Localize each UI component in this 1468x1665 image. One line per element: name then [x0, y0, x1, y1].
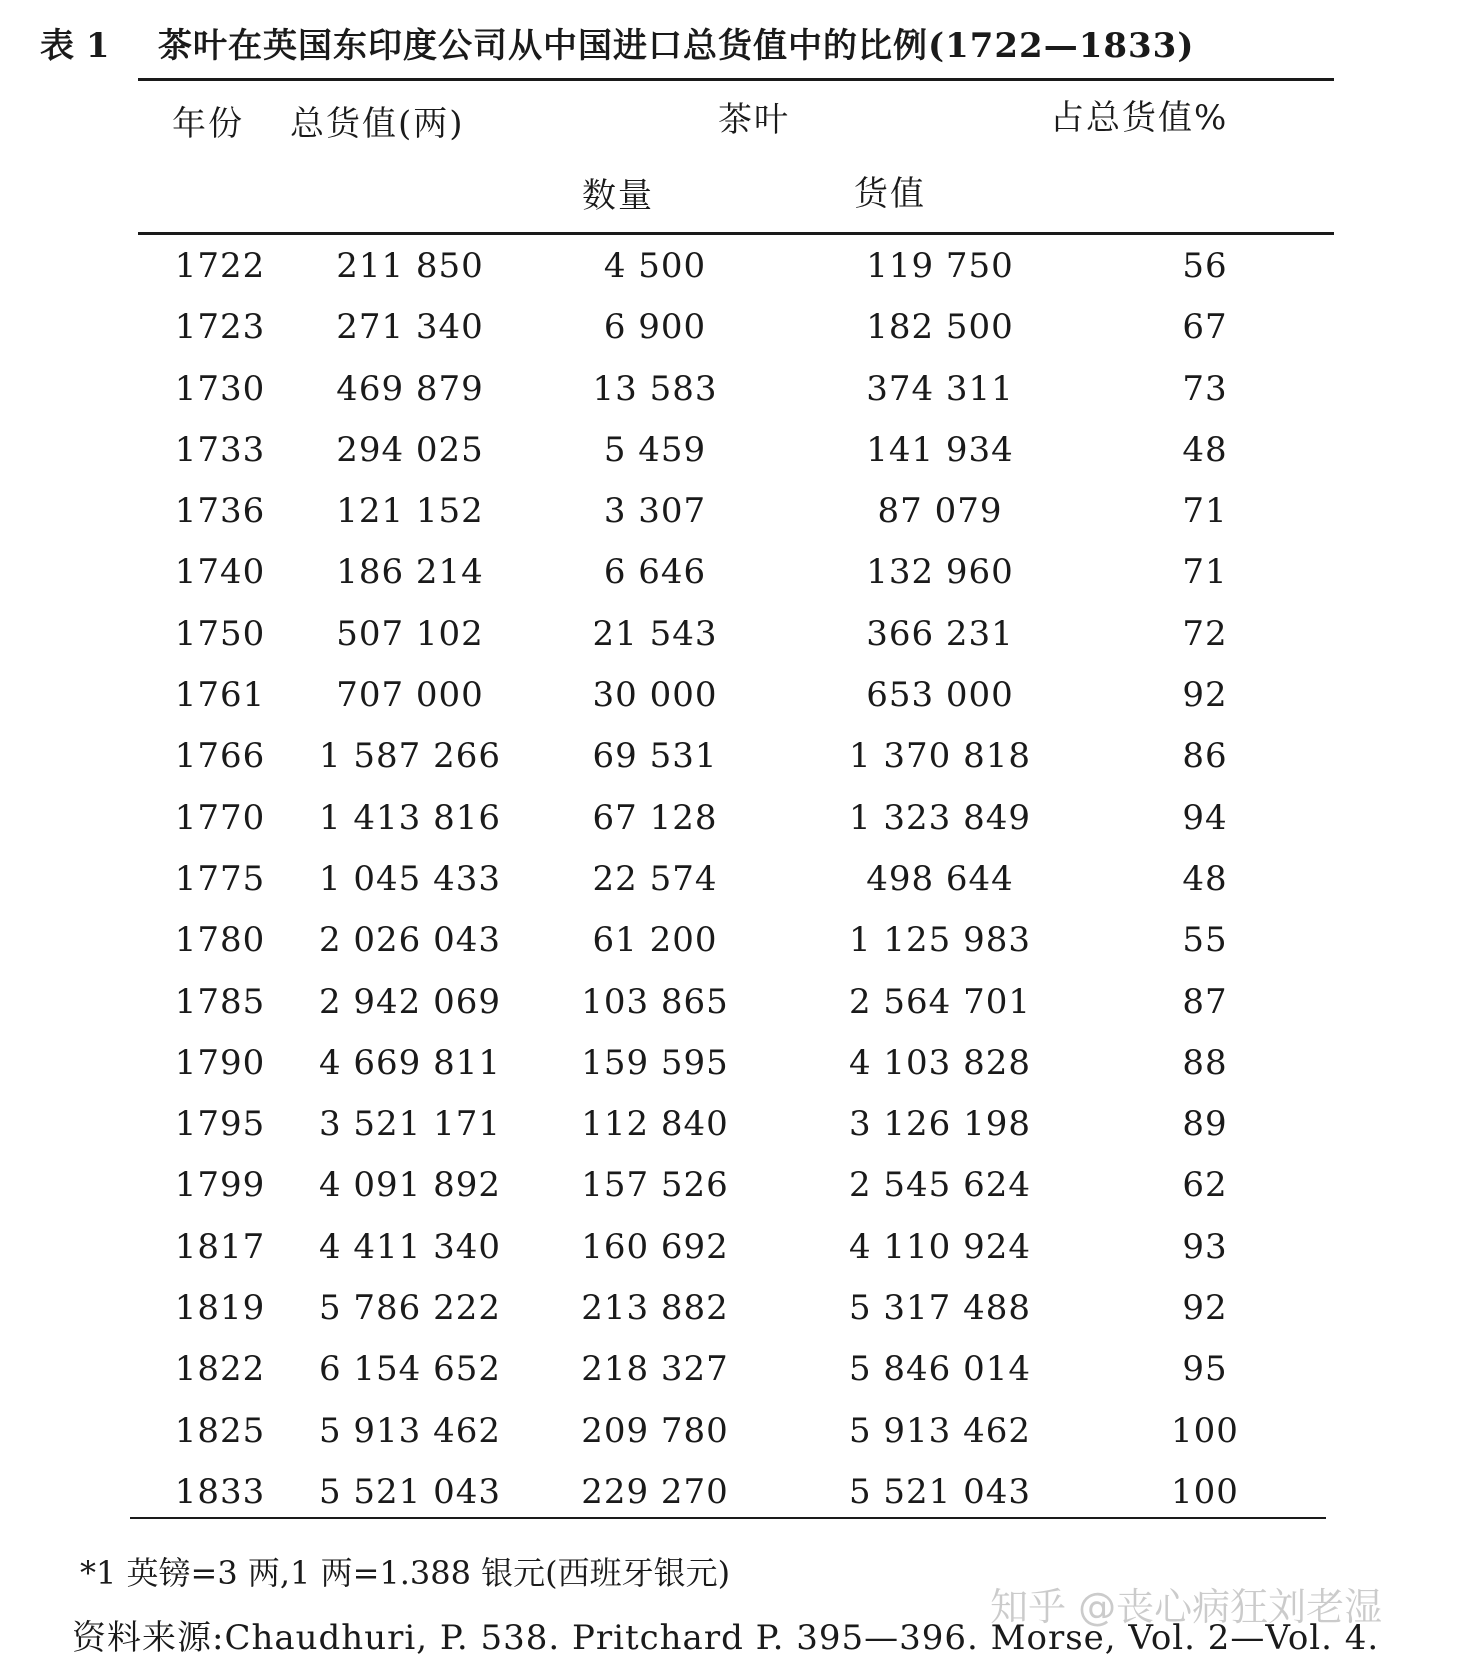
- tea-value-cell: 5 521 043: [848, 1471, 1032, 1512]
- tea-quantity-cell: 67 128: [592, 797, 718, 838]
- table-row: [0, 920, 1468, 981]
- year-cell: 1780: [174, 920, 266, 961]
- table-row: [0, 982, 1468, 1043]
- tea-quantity-cell: 13 583: [592, 368, 718, 409]
- share-cell: 56: [1182, 246, 1228, 286]
- tea-value-cell: 498 644: [866, 858, 1014, 899]
- table-row: [0, 552, 1468, 613]
- watermark: 知乎 @丧心病狂刘老湿: [990, 1585, 1383, 1629]
- tea-value-cell: 5 317 488: [848, 1288, 1032, 1329]
- table-row: [0, 675, 1468, 736]
- table-row: [0, 1227, 1468, 1288]
- top-rule: [138, 78, 1334, 81]
- year-cell: 1722: [174, 246, 266, 286]
- year-cell: 1723: [174, 307, 266, 348]
- table-row: [0, 1472, 1468, 1533]
- share-cell: 89: [1182, 1104, 1228, 1145]
- total-value-cell: 1 045 433: [318, 858, 502, 899]
- tea-value-cell: 1 125 983: [848, 920, 1032, 961]
- footnote: *1 英镑=3 两,1 两=1.388 银元(西班牙银元): [80, 1554, 731, 1592]
- table-row: [0, 1349, 1468, 1410]
- table-row: [0, 369, 1468, 430]
- table-row: [0, 246, 1468, 307]
- total-value-cell: 121 152: [336, 491, 484, 532]
- share-cell: 95: [1182, 1349, 1228, 1390]
- year-cell: 1730: [174, 368, 266, 409]
- year-cell: 1750: [174, 613, 266, 654]
- header-year: 年份: [172, 104, 244, 144]
- total-value-cell: 5 913 462: [318, 1410, 502, 1451]
- share-cell: 88: [1182, 1042, 1228, 1083]
- tea-value-cell: 5 913 462: [848, 1410, 1032, 1451]
- share-cell: 93: [1182, 1226, 1228, 1267]
- share-cell: 48: [1182, 429, 1228, 470]
- tea-quantity-cell: 218 327: [581, 1349, 729, 1390]
- tea-quantity-cell: 61 200: [592, 920, 718, 961]
- total-value-cell: 507 102: [336, 613, 484, 654]
- table-row: [0, 798, 1468, 859]
- table-row: [0, 307, 1468, 368]
- table-body: [0, 246, 1468, 1533]
- table-title: 茶叶在英国东印度公司从中国进口总货值中的比例(1722—1833): [158, 26, 1195, 66]
- share-cell: 100: [1171, 1471, 1239, 1512]
- total-value-cell: 3 521 171: [318, 1104, 502, 1145]
- header-share: 占总货值%: [1050, 98, 1229, 138]
- table-row: [0, 1043, 1468, 1104]
- share-cell: 71: [1182, 491, 1228, 532]
- total-value-cell: 707 000: [336, 675, 484, 716]
- table-caption: [40, 18, 1428, 68]
- tea-quantity-cell: 4 500: [603, 246, 707, 286]
- total-value-cell: 211 850: [336, 246, 484, 286]
- header-total-value: 总货值(两): [290, 104, 465, 144]
- source-note: 资料来源:Chaudhuri, P. 538. Pritchard P. 395—396. Morse, Vol. 2—Vol. 4.: [72, 1618, 1380, 1658]
- tea-value-cell: 5 846 014: [848, 1349, 1032, 1390]
- tea-quantity-cell: 103 865: [581, 981, 729, 1022]
- tea-value-cell: 182 500: [866, 307, 1014, 348]
- tea-quantity-cell: 209 780: [581, 1410, 729, 1451]
- tea-value-cell: 132 960: [866, 552, 1014, 593]
- tea-value-cell: 1 370 818: [848, 736, 1032, 777]
- table-row: [0, 859, 1468, 920]
- total-value-cell: 4 669 811: [318, 1042, 502, 1083]
- total-value-cell: 2 026 043: [318, 920, 502, 961]
- tea-quantity-cell: 157 526: [581, 1165, 729, 1206]
- tea-value-cell: 1 323 849: [848, 797, 1032, 838]
- tea-quantity-cell: 21 543: [592, 613, 718, 654]
- total-value-cell: 1 413 816: [318, 797, 502, 838]
- tea-quantity-cell: 5 459: [603, 429, 707, 470]
- bottom-rule: [130, 1517, 1326, 1519]
- year-cell: 1761: [174, 675, 266, 716]
- total-value-cell: 5 521 043: [318, 1471, 502, 1512]
- header-tea: 茶叶: [718, 100, 790, 140]
- tea-value-cell: 87 079: [877, 491, 1003, 532]
- total-value-cell: 294 025: [336, 429, 484, 470]
- total-value-cell: 186 214: [336, 552, 484, 593]
- tea-quantity-cell: 160 692: [581, 1226, 729, 1267]
- tea-quantity-cell: 213 882: [581, 1288, 729, 1329]
- share-cell: 86: [1182, 736, 1228, 777]
- year-cell: 1790: [174, 1042, 266, 1083]
- table-row: [0, 614, 1468, 675]
- header-rule: [138, 232, 1334, 235]
- table-label: 表 1: [40, 26, 110, 66]
- tea-value-cell: 141 934: [866, 429, 1014, 470]
- year-cell: 1770: [174, 797, 266, 838]
- tea-quantity-cell: 3 307: [603, 491, 707, 532]
- tea-value-cell: 653 000: [866, 675, 1014, 716]
- tea-value-cell: 366 231: [866, 613, 1014, 654]
- tea-value-cell: 4 110 924: [848, 1226, 1032, 1267]
- year-cell: 1819: [174, 1288, 266, 1329]
- tea-quantity-cell: 112 840: [581, 1104, 729, 1145]
- year-cell: 1785: [174, 981, 266, 1022]
- total-value-cell: 1 587 266: [318, 736, 502, 777]
- year-cell: 1740: [174, 552, 266, 593]
- header-quantity: 数量: [582, 176, 654, 216]
- share-cell: 92: [1182, 675, 1228, 716]
- tea-value-cell: 3 126 198: [848, 1104, 1032, 1145]
- share-cell: 92: [1182, 1288, 1228, 1329]
- share-cell: 87: [1182, 981, 1228, 1022]
- table-row: [0, 1104, 1468, 1165]
- tea-quantity-cell: 229 270: [581, 1471, 729, 1512]
- year-cell: 1766: [174, 736, 266, 777]
- total-value-cell: 4 411 340: [318, 1226, 502, 1267]
- tea-quantity-cell: 69 531: [592, 736, 718, 777]
- year-cell: 1775: [174, 858, 266, 899]
- year-cell: 1733: [174, 429, 266, 470]
- share-cell: 55: [1182, 920, 1228, 961]
- year-cell: 1817: [174, 1226, 266, 1267]
- total-value-cell: 469 879: [336, 368, 484, 409]
- year-cell: 1799: [174, 1165, 266, 1206]
- share-cell: 48: [1182, 858, 1228, 899]
- table-row: [0, 1288, 1468, 1349]
- header-value: 货值: [854, 174, 926, 214]
- tea-value-cell: 374 311: [866, 368, 1014, 409]
- tea-quantity-cell: 159 595: [581, 1042, 729, 1083]
- total-value-cell: 2 942 069: [318, 981, 502, 1022]
- tea-value-cell: 2 545 624: [848, 1165, 1032, 1206]
- total-value-cell: 5 786 222: [318, 1288, 502, 1329]
- table-row: [0, 1165, 1468, 1226]
- year-cell: 1795: [174, 1104, 266, 1145]
- tea-value-cell: 2 564 701: [848, 981, 1032, 1022]
- share-cell: 62: [1182, 1165, 1228, 1206]
- table-row: [0, 736, 1468, 797]
- year-cell: 1825: [174, 1410, 266, 1451]
- tea-quantity-cell: 22 574: [592, 858, 718, 899]
- year-cell: 1736: [174, 491, 266, 532]
- year-cell: 1822: [174, 1349, 266, 1390]
- total-value-cell: 6 154 652: [318, 1349, 502, 1390]
- total-value-cell: 271 340: [336, 307, 484, 348]
- tea-quantity-cell: 6 900: [603, 307, 707, 348]
- share-cell: 100: [1171, 1410, 1239, 1451]
- table-row: [0, 1411, 1468, 1472]
- share-cell: 72: [1182, 613, 1228, 654]
- table-row: [0, 491, 1468, 552]
- share-cell: 73: [1182, 368, 1228, 409]
- tea-quantity-cell: 6 646: [603, 552, 707, 593]
- share-cell: 94: [1182, 797, 1228, 838]
- tea-value-cell: 4 103 828: [848, 1042, 1032, 1083]
- share-cell: 67: [1182, 307, 1228, 348]
- share-cell: 71: [1182, 552, 1228, 593]
- tea-quantity-cell: 30 000: [592, 675, 718, 716]
- total-value-cell: 4 091 892: [318, 1165, 502, 1206]
- tea-value-cell: 119 750: [866, 246, 1014, 286]
- year-cell: 1833: [174, 1471, 266, 1512]
- table-row: [0, 430, 1468, 491]
